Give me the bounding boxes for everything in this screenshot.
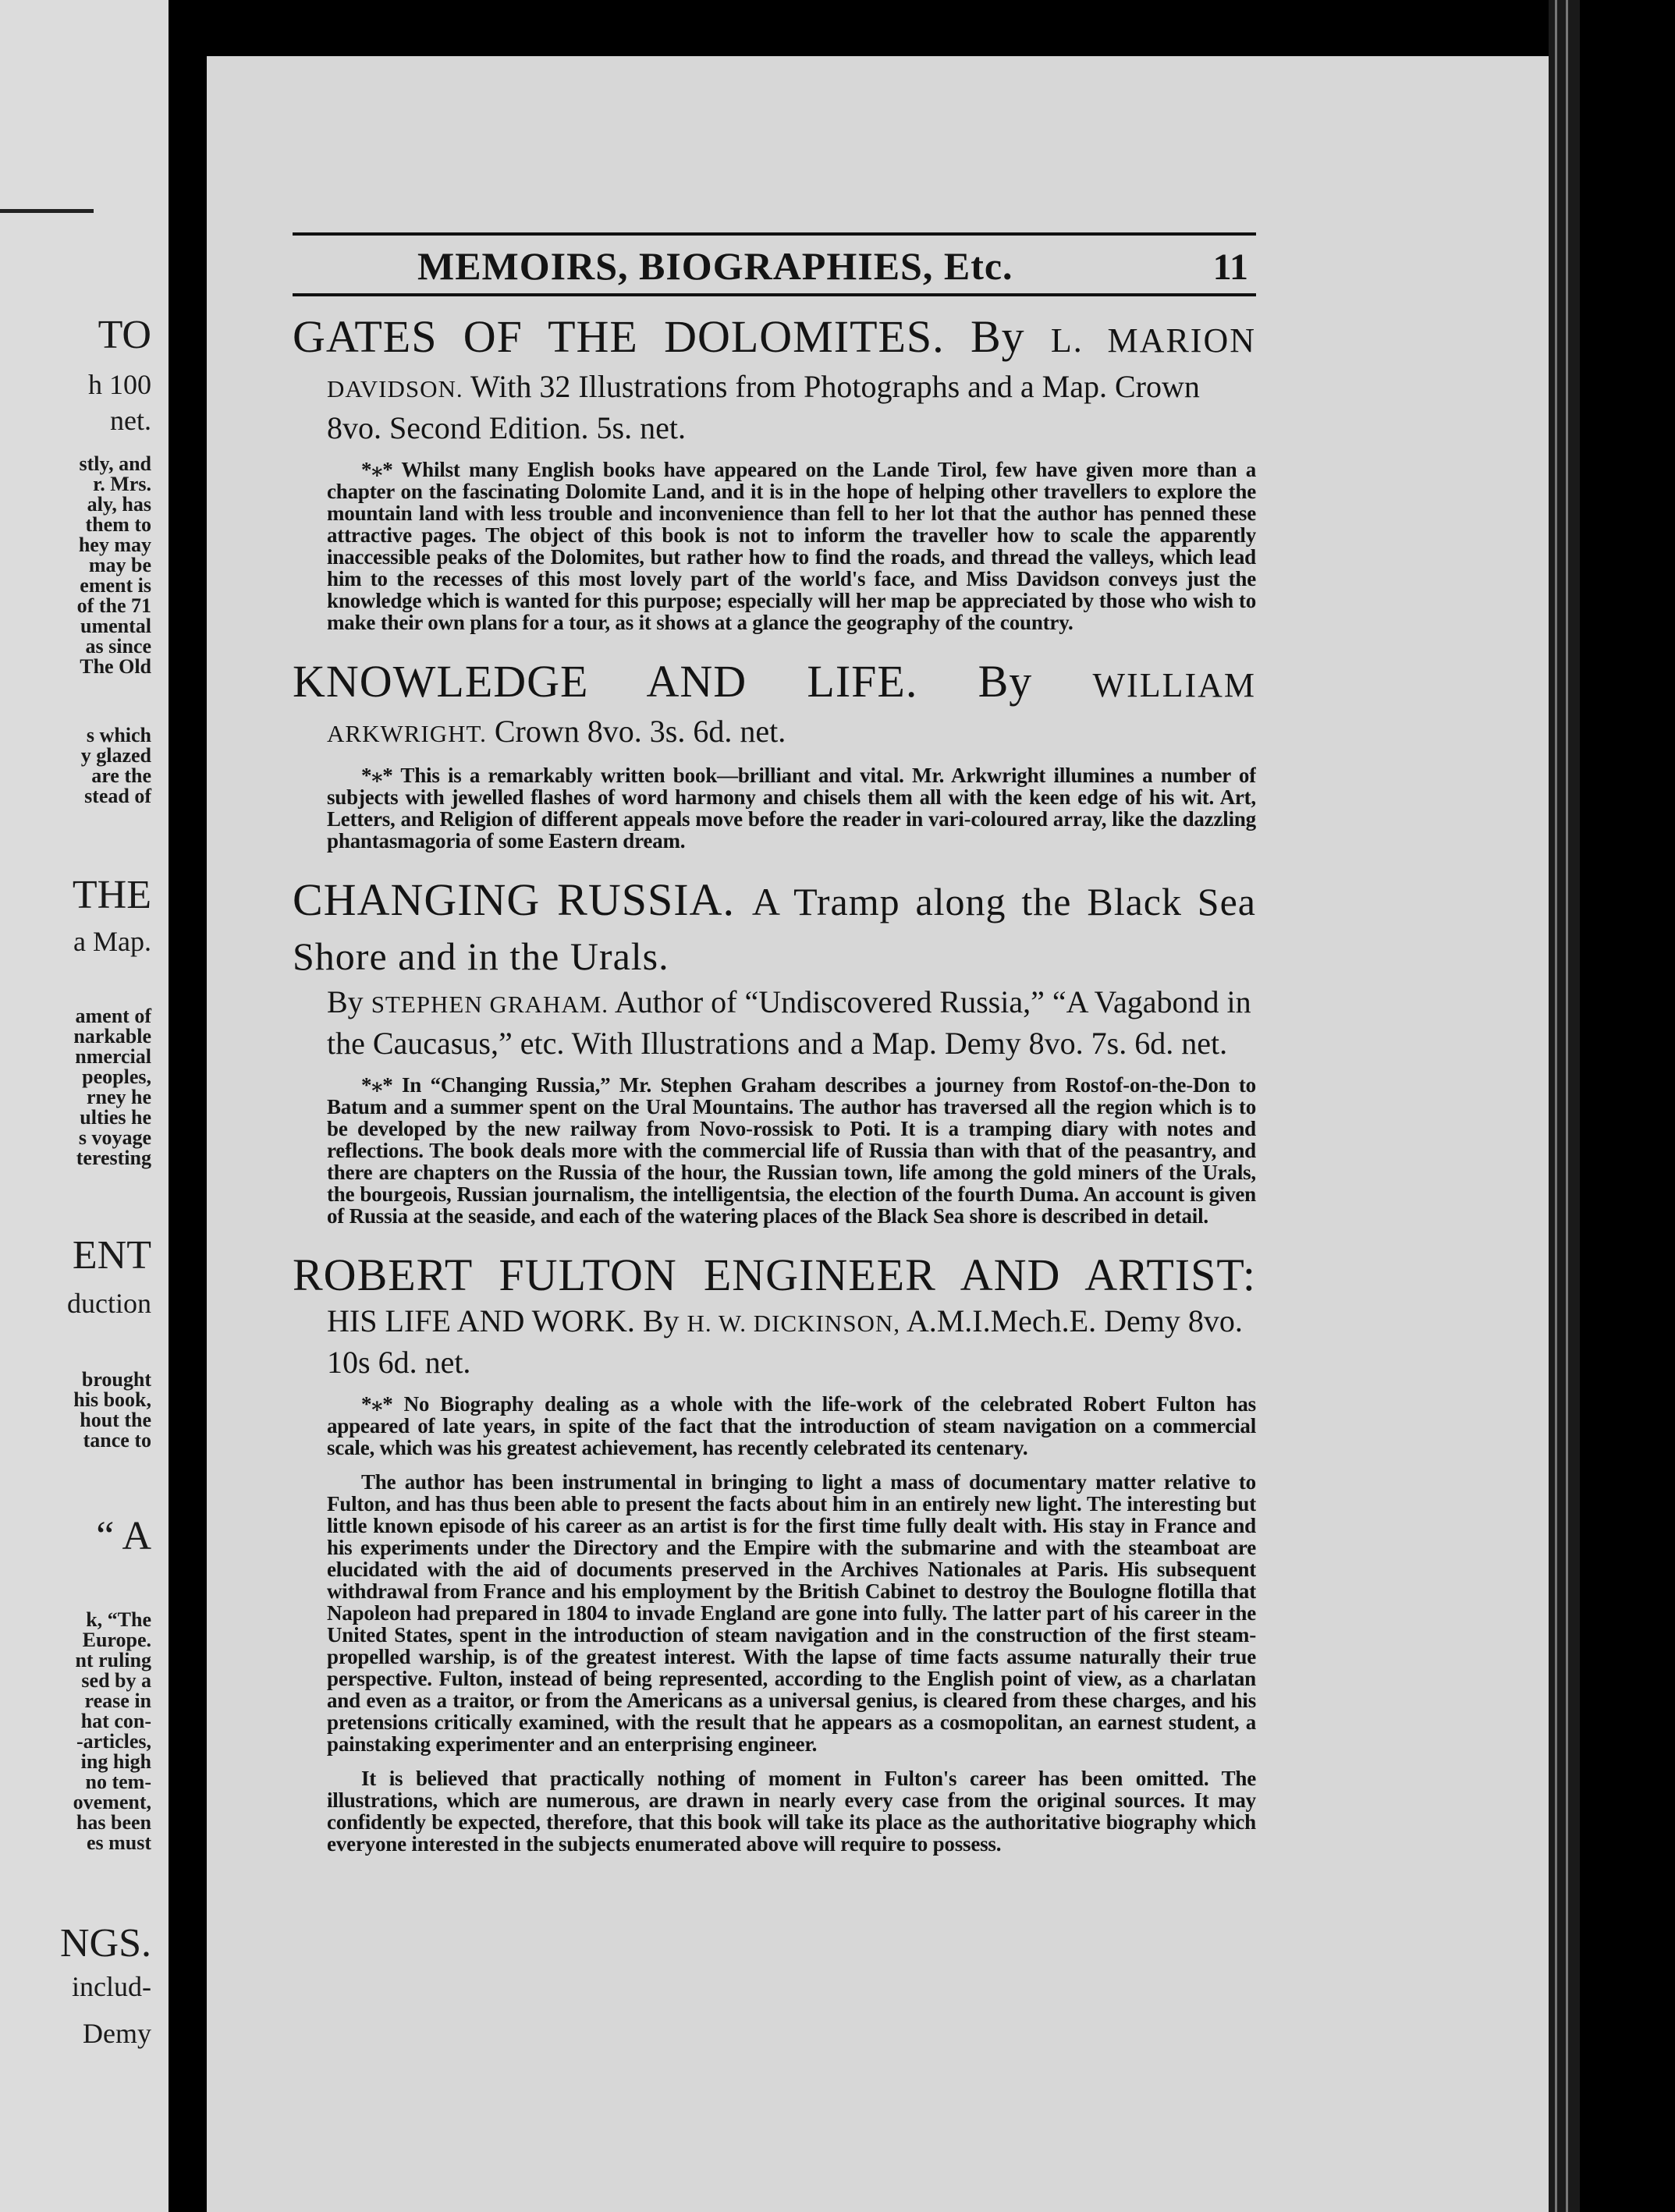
left-fragment: k, “The bbox=[86, 1608, 151, 1631]
asterism: *⁎* bbox=[361, 764, 393, 787]
left-fragment: are the bbox=[91, 764, 151, 787]
left-fragment: Europe. bbox=[82, 1629, 151, 1651]
left-fragment: r. Mrs. bbox=[93, 473, 151, 495]
left-fragment: nt ruling bbox=[75, 1649, 151, 1671]
book-specs: Author of “Undiscovered Russia,” “A Vagabond in the Caucasus,” etc. With Illustrations and a Map. Demy 8vo. 7s. 6d. net. bbox=[327, 984, 1251, 1061]
book-headline bbox=[293, 874, 1256, 983]
asterism: *⁎* bbox=[361, 458, 393, 481]
left-fragment: TO bbox=[98, 313, 151, 357]
book-entry bbox=[293, 655, 1256, 852]
book-description bbox=[327, 459, 1256, 633]
left-fragment: brought bbox=[81, 1368, 151, 1391]
book-specs: Demy 8vo. 10s 6d. net. bbox=[327, 1303, 1243, 1380]
left-fragment: hat con- bbox=[80, 1710, 151, 1732]
page-content bbox=[293, 232, 1256, 2120]
header-rule bbox=[293, 232, 1256, 236]
book-description bbox=[327, 764, 1256, 852]
left-fragment: hout the bbox=[80, 1409, 151, 1431]
asterism: *⁎* bbox=[361, 1392, 393, 1416]
left-fragment: has been bbox=[76, 1811, 151, 1834]
left-fragment: tance to bbox=[83, 1429, 151, 1452]
book-entry bbox=[293, 874, 1256, 1227]
left-fragment: -articles, bbox=[76, 1730, 151, 1753]
left-fragment: rney he bbox=[86, 1086, 151, 1108]
page-edge bbox=[1549, 0, 1580, 2212]
by-label: By bbox=[970, 311, 1025, 362]
left-fragment: as since bbox=[85, 635, 151, 658]
book-entry bbox=[293, 310, 1256, 633]
book-details bbox=[327, 367, 1256, 448]
left-fragment: ament of bbox=[75, 1005, 151, 1027]
book-title: GATES OF THE DOLOMITES. bbox=[293, 311, 945, 362]
book-subtitle: HIS LIFE AND WORK. bbox=[327, 1303, 635, 1338]
description-text: This is a remarkably written book—brilliant and vital. Mr. Arkwright illumines a number of subjects with jewelled flashes of word harmony and chisels them all with the keen edge of his wit. Art, Letters, and Religion of different appeals move before the reader in vari-coloured array, like the dazzling phantasmagoria of some Eastern dream. bbox=[327, 764, 1256, 853]
left-fragment: THE bbox=[72, 873, 151, 917]
author-name: H. W. DICKINSON, bbox=[687, 1310, 901, 1337]
page-number: 11 bbox=[1212, 246, 1248, 288]
description-text: No Biography dealing as a whole with the life-work of the celebrated Robert Fulton has appeared of late years, in spite of the fact that the introduction of steam navigation on a commercial scale, which was his greatest achievement, has recently celebrated its centenary. bbox=[327, 1392, 1256, 1459]
description-text: Whilst many English books have appeared on the Lande Tirol, few have given more than a chapter on the fascinating Dolomite Land, and it is in the hope of helping other travellers to explore the mountain land with less trouble and inconvenience than fell to her lot that the author has penned these attractive pages. The object of this book is not to inform the traveller how to scale the apparently inaccessible peaks of the Dolomites, but rather how to find the roads, and thread the valleys, which lead him to the recesses of this most lovely part of the world's face, and Miss Davidson conveys just the knowledge which is wanted for this purpose; especially will her map be appreciated by those who wish to make their own plans for a tour, as it shows at a glance the geography of the country. bbox=[327, 458, 1256, 634]
book-subtitle: A Tramp along the Black Sea Shore and in the Urals. bbox=[293, 880, 1256, 978]
book-title: ROBERT FULTON ENGINEER AND ARTIST: bbox=[293, 1250, 1256, 1300]
author-name: WILLIAM bbox=[1092, 666, 1256, 704]
by-label: By bbox=[327, 984, 364, 1019]
left-fragment: sed by a bbox=[81, 1669, 151, 1692]
book-description bbox=[327, 1393, 1256, 1459]
left-fragment: net. bbox=[110, 405, 151, 436]
left-fragment: them to bbox=[85, 513, 151, 536]
book-details bbox=[327, 983, 1256, 1063]
author-surname: ARKWRIGHT. bbox=[327, 720, 487, 747]
left-fragment: rease in bbox=[84, 1689, 151, 1712]
left-fragment: ulties he bbox=[80, 1106, 151, 1129]
left-fragment: narkable bbox=[73, 1025, 151, 1048]
left-fragment: ement is bbox=[80, 574, 151, 597]
left-fragment: his book, bbox=[73, 1388, 151, 1411]
running-title: MEMOIRS, BIOGRAPHIES, Etc. bbox=[417, 244, 1013, 288]
book-description-paragraph: The author has been instrumental in bringing to light a mass of documentary matter relative to Fulton, and has thus been able to present the facts about him in an entirely new light. The interesting but little known episode of his career as an artist is for the first time fully dealt with. His stay in France and his experiments under the Directory and the Empire with the submarine and with the steamboat are elucidated with the aid of documents preserved in the Archives Nationales at Paris. His subsequent withdrawal from France and his employment by the British Cabinet to destroy the Boulogne flotilla that Napoleon had prepared in 1804 to invade England are gone into fully. The latter part of his career in the United States, spent in the introduction of steam navigation and in the construction of the first steam-propelled warship, is of the greatest interest. With the lapse of time facts assume naturally their true perspective. Fulton, instead of being represented, according to the English point of view, as a charlatan and even as a traitor, or from the Americans as a universal genius, is cleared from these charges, and his pretensions critically examined, with the result that he appears as a cosmopolitan, an earnest student, a painstaking experimenter and an enterprising engineer. bbox=[327, 1470, 1256, 1756]
left-fragment: of the 71 bbox=[76, 594, 151, 617]
author-name: L. MARION bbox=[1050, 321, 1256, 360]
left-fragment: nmercial bbox=[75, 1045, 151, 1068]
book-details bbox=[327, 1302, 1256, 1382]
book-title: CHANGING RUSSIA. bbox=[293, 874, 735, 925]
book-headline bbox=[293, 1249, 1256, 1302]
author-suffix: A.M.I.Mech.E. bbox=[906, 1303, 1097, 1338]
left-fragment: hey may bbox=[78, 534, 151, 556]
left-fragment: umental bbox=[80, 615, 151, 637]
book-description bbox=[327, 1074, 1256, 1227]
left-fragment: teresting bbox=[76, 1147, 151, 1169]
book-specs: With 32 Illustrations from Photographs and a Map. Crown 8vo. Second Edition. 5s. net. bbox=[327, 369, 1200, 445]
left-fragment: The Old bbox=[80, 655, 151, 678]
running-head bbox=[293, 243, 1256, 296]
book-title: KNOWLEDGE AND LIFE. bbox=[293, 656, 918, 707]
left-fragment: includ- bbox=[72, 1971, 151, 2002]
left-fragment: a Map. bbox=[73, 926, 151, 957]
left-fragment: ovement, bbox=[73, 1791, 151, 1813]
left-fragment: y glazed bbox=[80, 744, 151, 767]
book-details bbox=[327, 712, 1256, 753]
left-fragment: stead of bbox=[84, 785, 151, 807]
by-label: By bbox=[978, 656, 1033, 707]
author-surname: DAVIDSON. bbox=[327, 375, 463, 402]
left-page-rule bbox=[0, 209, 94, 213]
asterism: *⁎* bbox=[361, 1073, 393, 1097]
book-description-paragraph: It is believed that practically nothing of moment in Fulton's career has been omitted. The illustrations, which are numerous, are drawn in nearly every case from the original sources. It may confidently be expected, therefore, that this book will take its place as the authoritative biography which everyone interested in the subjects enumerated above will require to possess. bbox=[327, 1767, 1256, 1856]
left-fragment: es must bbox=[86, 1831, 151, 1854]
left-fragment: duction bbox=[67, 1288, 151, 1319]
left-fragment: ing high bbox=[80, 1750, 151, 1773]
left-fragment: no tem- bbox=[85, 1771, 151, 1793]
by-label: By bbox=[642, 1303, 680, 1338]
left-fragment: NGS. bbox=[59, 1921, 151, 1966]
book-specs: Crown 8vo. 3s. 6d. net. bbox=[494, 714, 786, 749]
book-entry bbox=[293, 1249, 1256, 1855]
left-fragment: h 100 bbox=[88, 369, 151, 400]
left-fragment: ENT bbox=[72, 1233, 151, 1278]
left-fragment: aly, has bbox=[87, 493, 151, 516]
left-fragment: Demy bbox=[83, 2018, 151, 2049]
left-fragment: peoples, bbox=[82, 1065, 151, 1088]
left-page-strip bbox=[0, 0, 169, 2212]
left-fragment: may be bbox=[88, 554, 151, 576]
book-headline bbox=[293, 655, 1256, 712]
left-fragment: s which bbox=[86, 724, 151, 746]
left-fragment: s voyage bbox=[78, 1126, 151, 1149]
left-fragment: “ A bbox=[96, 1514, 151, 1558]
author-name: STEPHEN GRAHAM. bbox=[371, 991, 609, 1018]
book-headline bbox=[293, 310, 1256, 367]
description-text: In “Changing Russia,” Mr. Stephen Graham describes a journey from Rostof-on-the-Don to Batum and a summer spent on the Ural Mountains. The author has traversed all the region which is to be developed by the new railway from Novo-rossisk to Poti. It is a tramping diary with notes and reflections. The book deals more with the commercial life of Russia than with that of the peasantry, and there are chapters on the Russia of the hour, the Russian town, life among the gold miners of the Urals, the bourgeois, Russian journalism, the intelligentsia, the election of the fourth Duma. An account is given of Russia at the seaside, and each of the watering places of the Black Sea shore is described in detail. bbox=[327, 1073, 1256, 1228]
left-fragment: stly, and bbox=[79, 452, 151, 475]
